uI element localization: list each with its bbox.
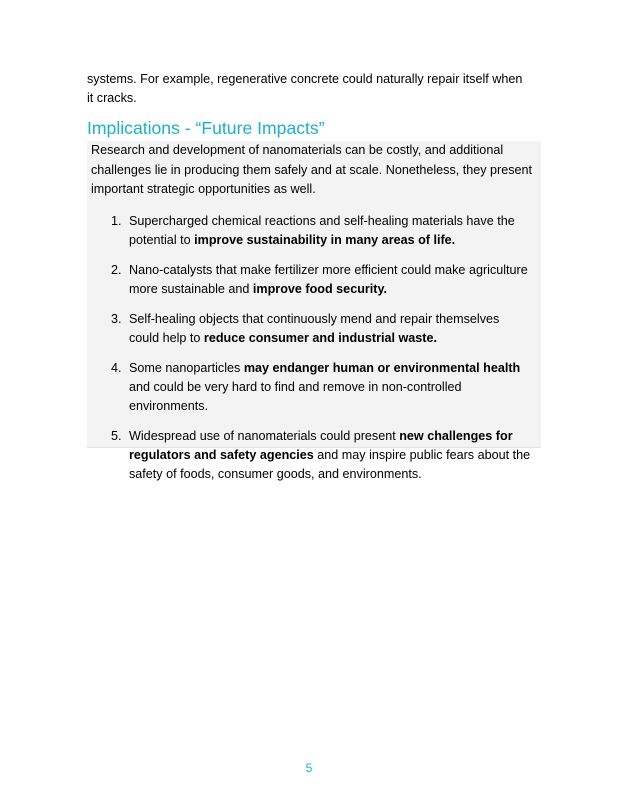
list-item-bold-text: improve sustainability in many areas of life. (194, 232, 456, 247)
intro-paragraph: systems. For example, regenerative concrete could naturally repair itself when it cracks. (87, 72, 523, 105)
list-item-number: 3. (111, 311, 122, 326)
page-number: 5 (305, 761, 313, 775)
list-item-text: Self-healing objects that continuously mend and repair themselves could help to (129, 311, 500, 345)
list-item (91, 427, 531, 484)
list-item (91, 261, 531, 299)
list-item-number: 5. (111, 428, 122, 443)
list-item-text-after: and could be very hard to find and remove in non-controlled environments. (129, 379, 462, 413)
list-item-bold-text: may endanger human or environmental health (243, 360, 521, 375)
box-intro-paragraph: Research and development of nanomaterials can be costly, and additional challenges lie in producing them safely and at scale. Nonetheless, they present important strategic opportunities as well. (91, 143, 533, 196)
list-item-number: 1. (111, 213, 122, 228)
list-item-number: 2. (111, 262, 122, 277)
list-item-bold-text: improve food security. (252, 281, 388, 296)
list-item-text: Some nanoparticles (129, 360, 244, 375)
list-item-bold-text: reduce consumer and industrial waste. (203, 330, 437, 345)
list-item-bold-text: new challenges for regulators and safety agencies (129, 428, 513, 462)
list-item (91, 310, 531, 348)
list-item-text: Supercharged chemical reactions and self-healing materials have the potential to (129, 213, 515, 247)
list-item-number: 4. (111, 360, 122, 375)
list-item (91, 359, 531, 416)
list-item-text-after: and may inspire public fears about the safety of foods, consumer goods, and environments. (129, 447, 531, 481)
section-heading: Implications - “Future Impacts” (87, 118, 325, 138)
list-item (91, 212, 531, 250)
list-item-text: Nano-catalysts that make fertilizer more efficient could make agriculture more sustainable and (129, 262, 528, 296)
implications-box (87, 141, 541, 481)
implications-list (91, 212, 537, 484)
list-item-text: Widespread use of nanomaterials could present (129, 428, 400, 443)
